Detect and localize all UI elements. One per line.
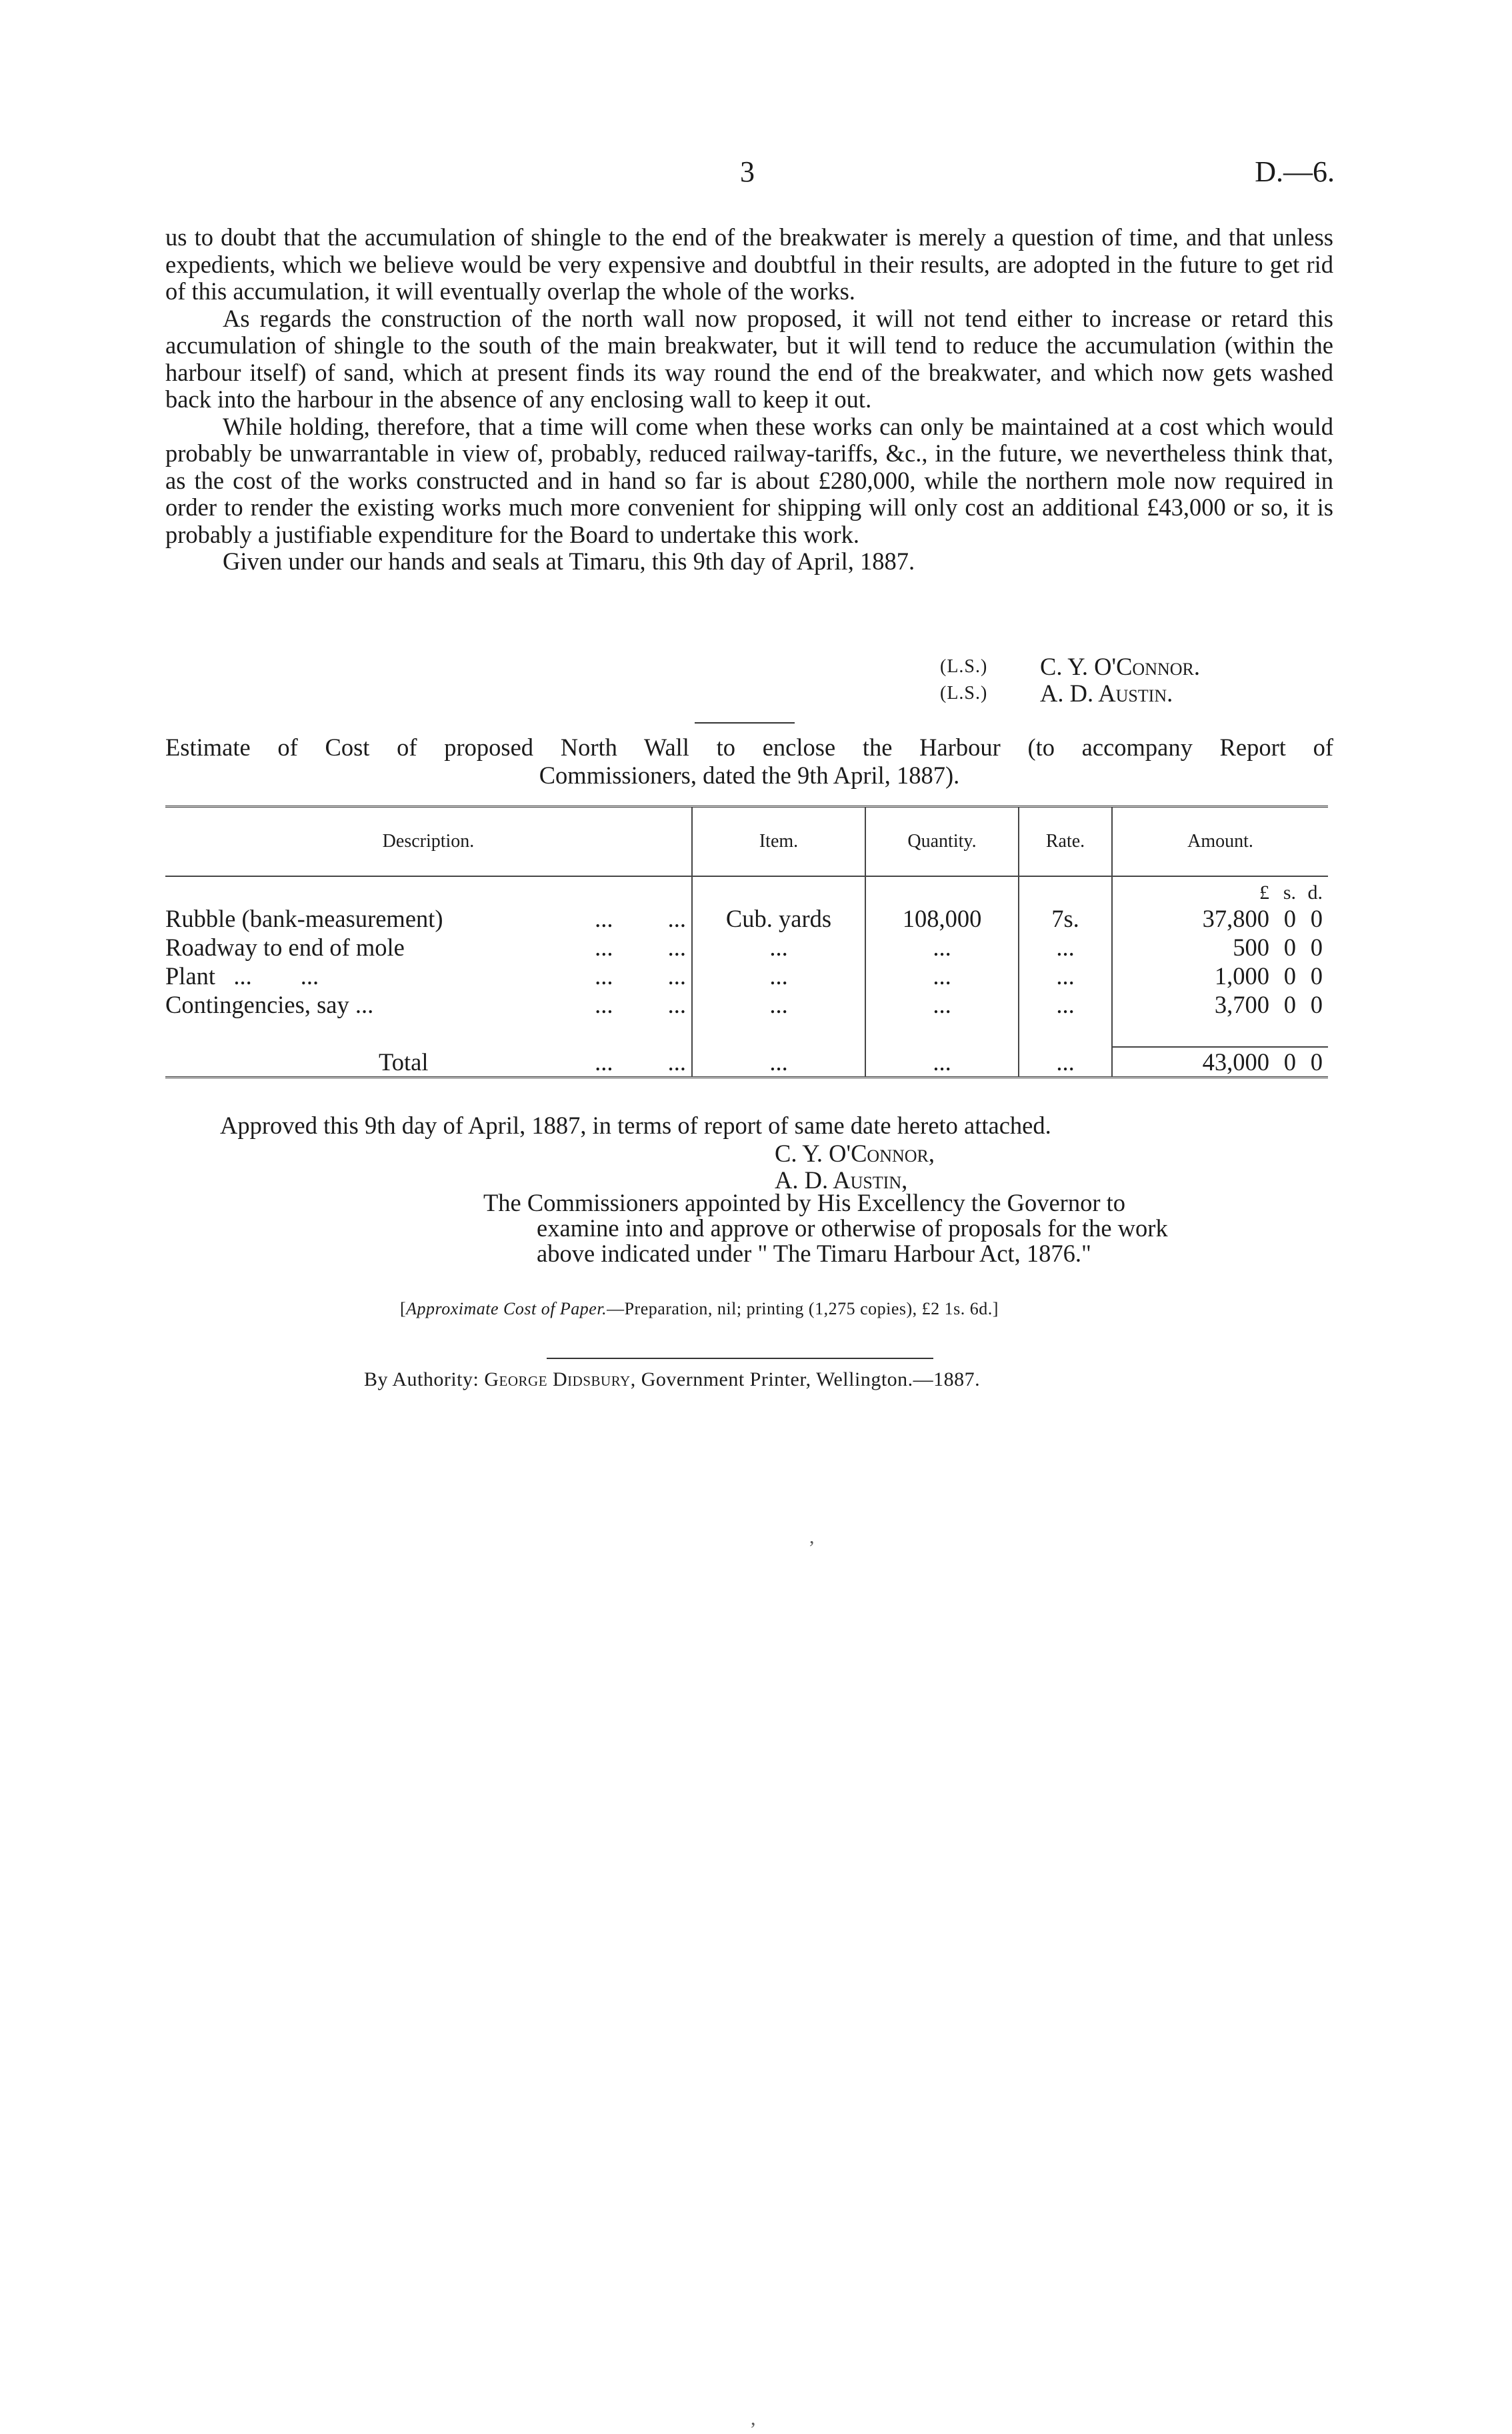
units-row [165, 876, 1328, 904]
approval-statement: Approved this 9th day of April, 1887, in terms of report of same date hereto attached. [220, 1112, 1051, 1139]
signatory-name: C. Y. O'Connor. [1040, 653, 1200, 680]
total-pence: 0 [1310, 1048, 1323, 1076]
row-pence: 0 [1310, 934, 1323, 961]
commissioners-description [483, 1190, 1297, 1266]
table-row [165, 962, 1328, 990]
paragraph-continuation: us to doubt that the accumulation of shingle to the end of the breakwater is merely a question of time, and that unless expedients, which we believe would be very expensive and doubtful in their results, are adopted in the future to get rid of this accumulation, it will eventually overlap the whole of the works. [165, 223, 1333, 305]
row-item: Cub. yards [692, 904, 865, 933]
section-divider [695, 722, 795, 724]
total-shillings: 0 [1283, 1048, 1296, 1076]
commissioners-line: The Commissioners appointed by His Excellency the Governor to [483, 1189, 1125, 1216]
table-row [165, 933, 1328, 962]
total-pounds: 43,000 [1202, 1048, 1269, 1076]
estimate-title-line-1: Estimate of Cost of proposed North Wall to enclose the Harbour (to accompany Report of [165, 734, 1333, 761]
row-description: Roadway to end of mole [165, 934, 405, 961]
column-header-quantity: Quantity. [865, 807, 1019, 877]
row-description: Contingencies, say ... [165, 991, 374, 1018]
commissioners-line: examine into and approve or otherwise of proposals for the work [537, 1214, 1168, 1242]
column-header-item: Item. [692, 807, 865, 877]
cost-of-paper-note [400, 1299, 999, 1319]
row-rate: ... [1019, 962, 1112, 990]
spacer-row [165, 1019, 1328, 1047]
page-number: 3 [740, 155, 755, 188]
unit-pounds: £ [1259, 882, 1269, 904]
unit-shillings: s. [1283, 882, 1296, 904]
paragraph-cost-justification: While holding, therefore, that a time will come when these works can only be maintained at a cost which would probably be unwarrantable in view of, probably, reduced railway-tariffs, &c., in the future, we nevertheless think that, as the cost of the works constructed and in hand so far is about £280,000, while the northern mole now required in order to render the existing works much more convenient for shipping will only cost an additional £43,000 or so, it is probably a justifiable expenditure for the Board to undertake this work. [165, 412, 1333, 548]
row-item: ... [692, 990, 865, 1019]
bracket-open: [ [400, 1299, 407, 1318]
row-shillings: 0 [1283, 934, 1296, 961]
row-description: Rubble (bank-measurement) [165, 905, 443, 932]
column-header-amount: Amount. [1112, 807, 1328, 877]
signatory-name: A. D. Austin. [1040, 680, 1173, 707]
page-header [0, 155, 1512, 195]
row-item: ... [692, 933, 865, 962]
document-reference: D.—6. [1255, 155, 1335, 188]
commissioners-line: above indicated under " The Timaru Harbour Act, 1876." [537, 1240, 1091, 1267]
estimate-title-line-2: Commissioners, dated the 9th April, 1887). [539, 762, 960, 789]
total-label: Total [379, 1048, 429, 1076]
estimate-table [165, 806, 1328, 1078]
report-body [165, 224, 1333, 575]
row-pounds: 500 [1233, 934, 1269, 961]
row-leader: ... ... [595, 905, 686, 932]
row-shillings: 0 [1283, 991, 1296, 1018]
unit-pence: d. [1307, 882, 1323, 904]
row-pounds: 3,700 [1214, 991, 1269, 1018]
printer-name: George Didsbury [484, 1368, 631, 1390]
signature-row [940, 680, 1200, 707]
row-rate: ... [1019, 990, 1112, 1019]
approval-signatory: A. D. Austin, [775, 1166, 908, 1194]
cost-note-details: —Preparation, nil; printing (1,275 copies), £2 1s. 6d.] [607, 1299, 999, 1318]
cost-note-italic: Approximate Cost of Paper. [406, 1299, 607, 1318]
row-description: Plant ... ... [165, 962, 319, 990]
column-header-description: Description. [165, 807, 692, 877]
paragraph-north-wall: As regards the construction of the north wall now proposed, it will not tend either to increase or retard this accumulation of shingle to the south of the main breakwater, but it will tend to reduce the accumulation (within the harbour itself) of sand, which at present finds its way round the end of the breakwater, and which now gets washed back into the harbour in the absence of any enclosing wall to keep it out. [165, 304, 1333, 413]
row-pounds: 1,000 [1214, 962, 1269, 990]
column-header-rate: Rate. [1019, 807, 1112, 877]
row-rate: 7s. [1019, 904, 1112, 933]
row-quantity: 108,000 [865, 904, 1019, 933]
row-rate: ... [1019, 933, 1112, 962]
table-header-row [165, 807, 1328, 877]
total-leader: ... ... [595, 1048, 686, 1076]
table-row [165, 990, 1328, 1019]
row-quantity: ... [865, 962, 1019, 990]
row-pence: 0 [1310, 905, 1323, 932]
row-leader: ... ... [595, 991, 686, 1018]
imprint-prefix: By Authority: [364, 1368, 479, 1390]
row-quantity: ... [865, 933, 1019, 962]
seal-mark: (L.S.) [940, 656, 988, 677]
signature-block [940, 654, 1200, 707]
imprint-suffix: , Government Printer, Wellington.—1887. [630, 1368, 981, 1390]
seal-mark: (L.S.) [940, 683, 988, 704]
printer-imprint [364, 1368, 980, 1391]
row-shillings: 0 [1283, 905, 1296, 932]
total-row [165, 1047, 1328, 1078]
row-pounds: 37,800 [1202, 905, 1269, 932]
footer-divider [547, 1358, 933, 1359]
stray-mark: , [751, 2407, 756, 2429]
row-shillings: 0 [1283, 962, 1296, 990]
row-leader: ... ... [595, 934, 686, 961]
stray-mark: , [809, 1526, 815, 1548]
total-item: ... [692, 1047, 865, 1078]
signature-row [940, 654, 1200, 680]
row-leader: ... ... [595, 962, 686, 990]
total-rate: ... [1019, 1047, 1112, 1078]
table-row [165, 904, 1328, 933]
total-quantity: ... [865, 1047, 1019, 1078]
paragraph-given-under: Given under our hands and seals at Timaru, this 9th day of April, 1887. [223, 547, 915, 575]
row-quantity: ... [865, 990, 1019, 1019]
estimate-title [165, 734, 1333, 790]
row-pence: 0 [1310, 962, 1323, 990]
row-pence: 0 [1310, 991, 1323, 1018]
approval-signatory: C. Y. O'Connor, [775, 1140, 935, 1167]
row-item: ... [692, 962, 865, 990]
